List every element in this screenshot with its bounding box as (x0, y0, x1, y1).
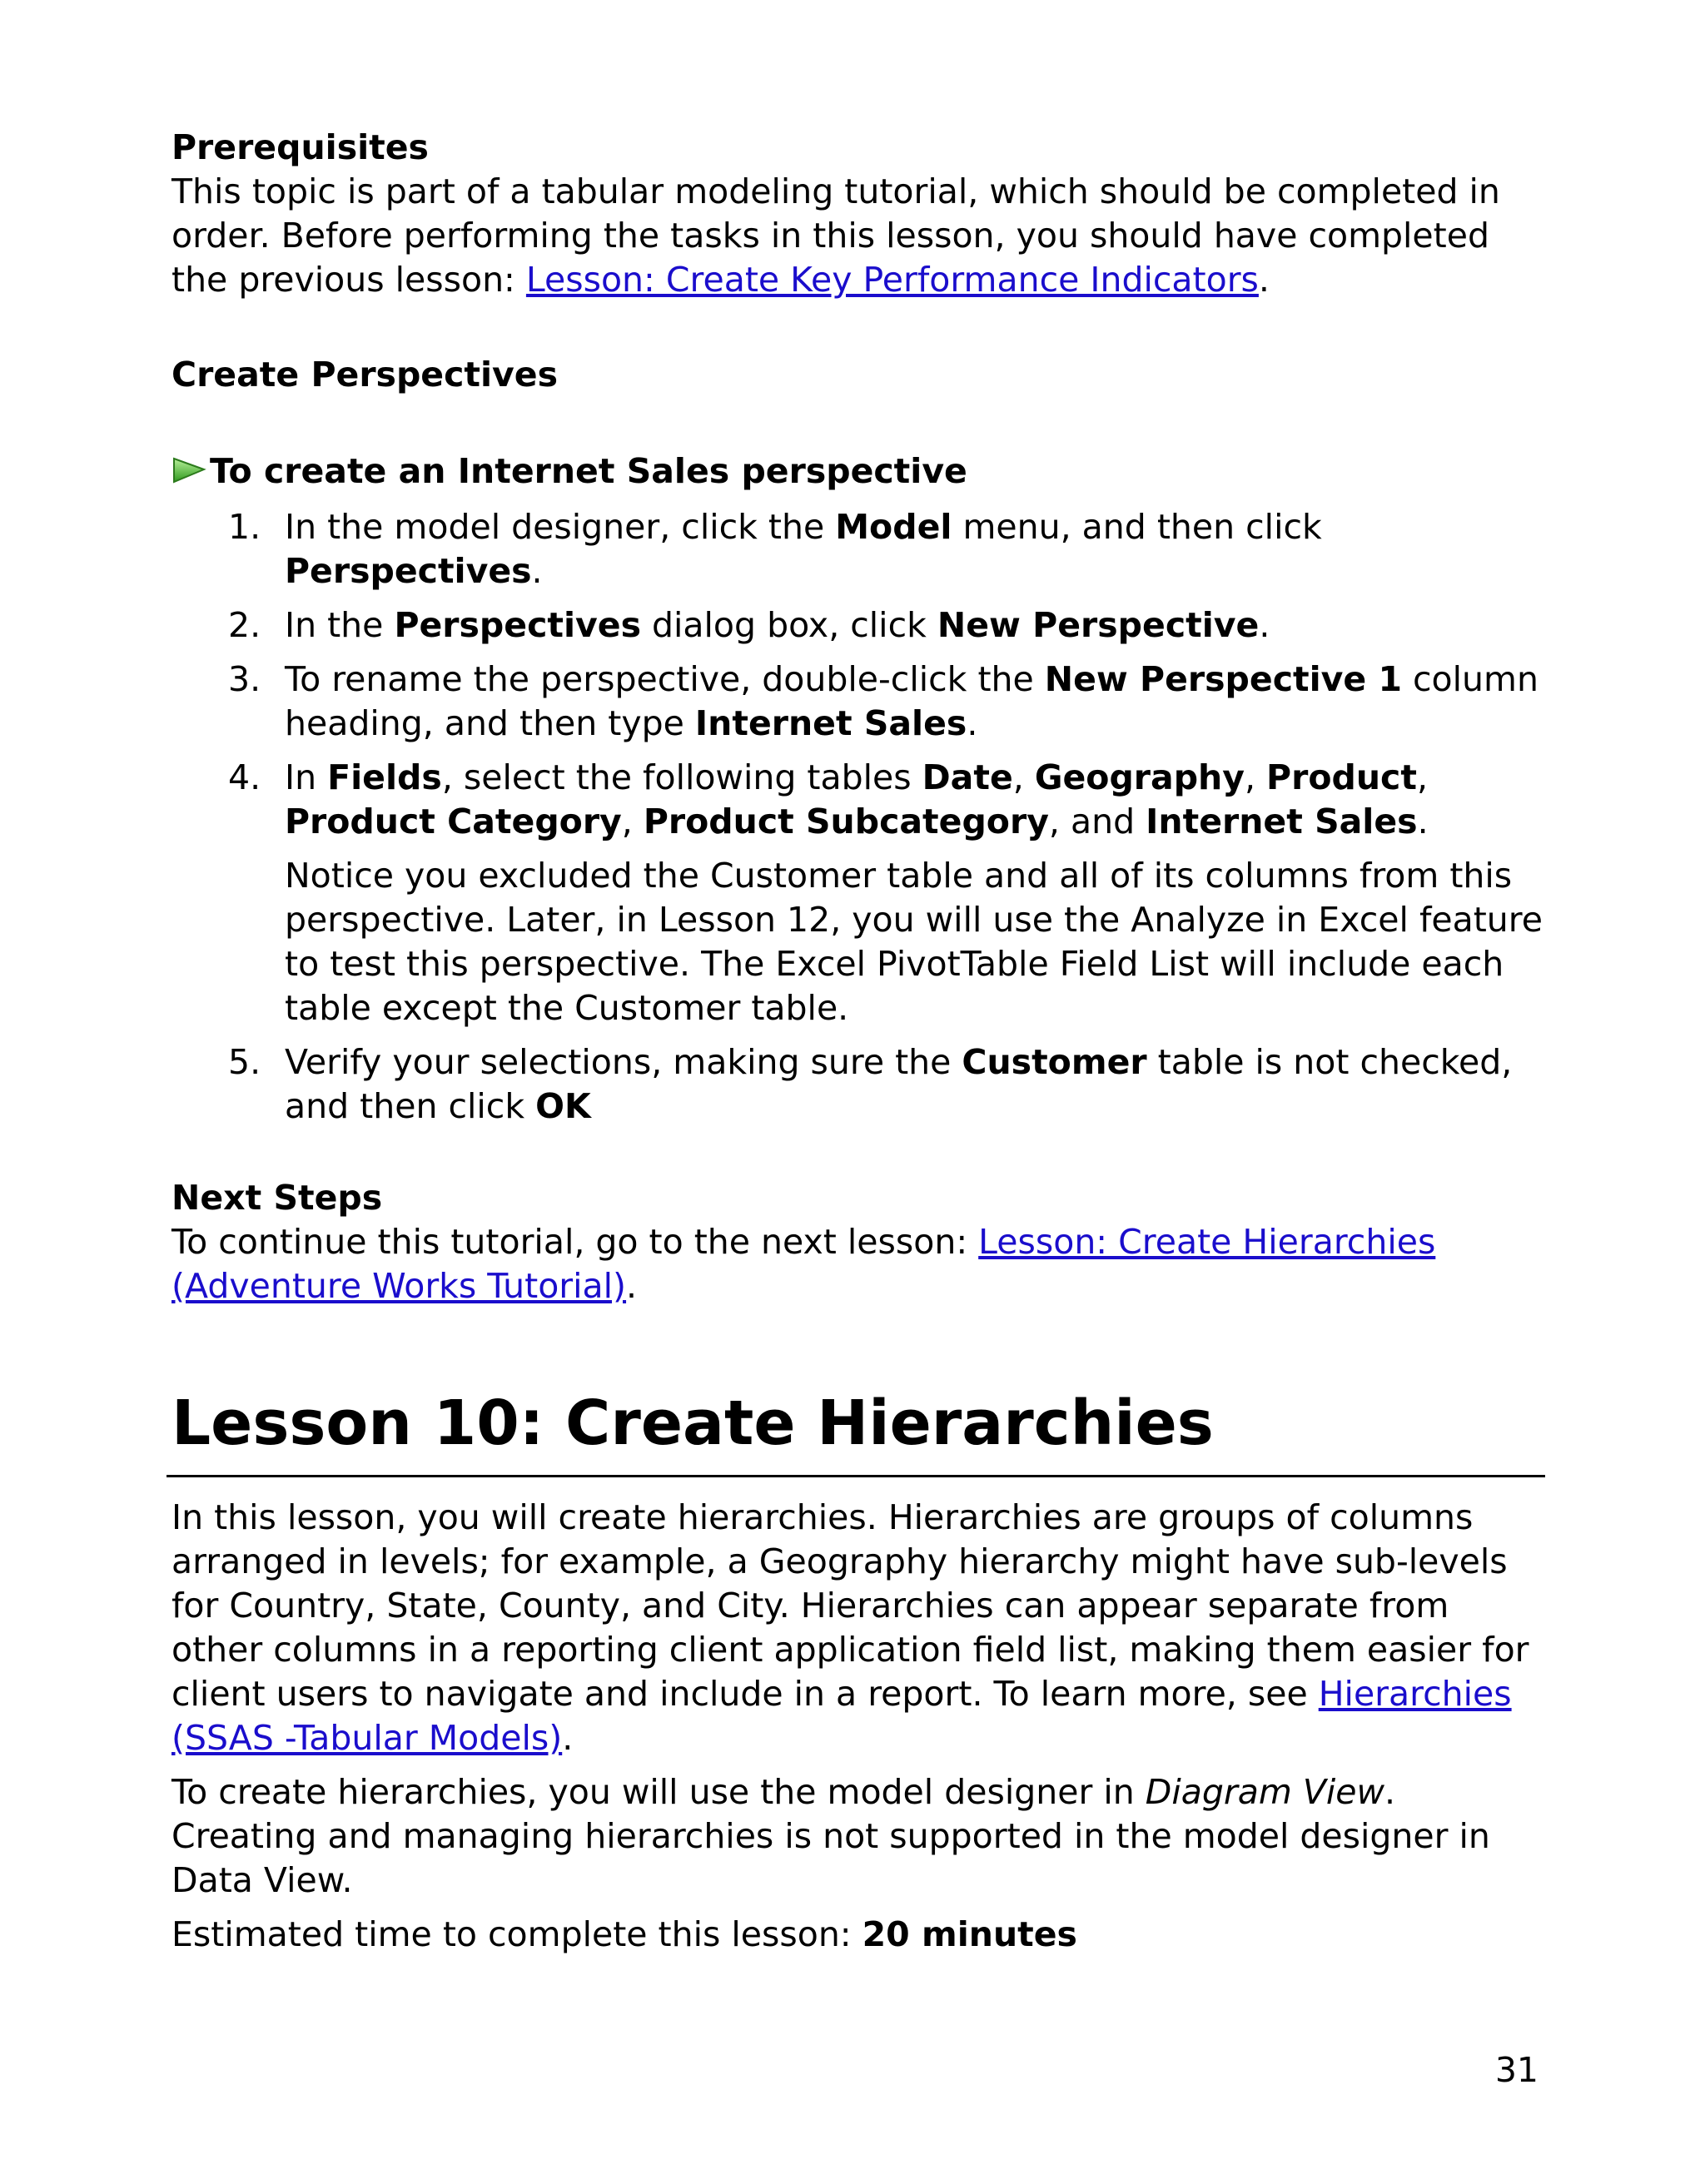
step-number: 1. (228, 507, 261, 547)
step-text: To rename the perspective, double-click the (285, 659, 1045, 699)
step-text: . (531, 551, 543, 591)
lesson-intro-end: . (562, 1718, 574, 1758)
step-4-note: Notice you excluded the Customer table and all of its columns from this perspective. Later, in Lesson 12, you will use the Analyze in Excel feature to test this perspective. The Excel PivotTable Field List will include each table except the Customer table. (285, 856, 1543, 1028)
lesson-intro-text: In this lesson, you will create hierarchies. Hierarchies are groups of columns arranged in levels; for example, a Geography hierarchy might have sub-levels for Country, State, County, and City. Hierarchies can appear separate from other columns in a reporting client application field list, making them easier for client users to navigate and include in a report. To learn more, see (171, 1497, 1529, 1714)
document-page (171, 125, 1545, 1957)
estimated-time-label: Estimated time to complete this lesson: (171, 1914, 862, 1954)
kpi-lesson-link[interactable]: Lesson: Create Key Performance Indicators (525, 260, 1259, 300)
prerequisites-end: . (1258, 260, 1270, 300)
next-steps-paragraph (171, 1220, 1545, 1308)
estimated-time-paragraph (171, 1913, 1545, 1957)
step-text: , (1244, 757, 1267, 797)
step-text: . (1417, 802, 1429, 841)
green-arrow-icon (171, 456, 206, 486)
step-text: column heading, and then type (285, 659, 1538, 743)
step-bold: Product (1266, 757, 1417, 797)
diagram-view-em: Diagram View (1145, 1772, 1385, 1812)
step-text: Verify your selections, making sure the (285, 1042, 962, 1082)
prerequisites-heading: Prerequisites (171, 127, 429, 167)
step-bold: Perspectives (394, 605, 641, 645)
step-bold: Customer (962, 1042, 1147, 1082)
step-text: , and (1048, 802, 1146, 841)
hierarchies-lesson-link[interactable]: Lesson: Create Hierarchies (Adventure Works Tutorial) (171, 1222, 1436, 1306)
next-steps-text: To continue this tutorial, go to the next lesson: (171, 1222, 979, 1262)
step-bold: Date (922, 757, 1013, 797)
step-text: , select the following tables (441, 757, 922, 797)
step-number: 5. (228, 1042, 261, 1082)
step-text: In (285, 757, 328, 797)
create-perspectives-heading: Create Perspectives (171, 355, 558, 395)
step-bold: Internet Sales (694, 703, 967, 743)
step-4 (171, 756, 1545, 1030)
step-text: In the (285, 605, 395, 645)
diagram-view-text-b: . Creating and managing hierarchies is not supported in the model designer in Data View. (171, 1772, 1490, 1900)
step-2 (171, 603, 1545, 648)
step-bold: New Perspective 1 (1044, 659, 1402, 699)
step-text: table is not checked, and then click (285, 1042, 1513, 1126)
step-text: , (621, 802, 644, 841)
step-bold: Geography (1034, 757, 1245, 797)
step-bold: OK (535, 1086, 591, 1126)
estimated-time-value: 20 minutes (862, 1914, 1077, 1954)
step-number: 2. (228, 605, 261, 645)
step-1 (171, 505, 1545, 593)
step-number: 3. (228, 659, 261, 699)
next-steps-heading: Next Steps (171, 1178, 383, 1218)
step-3 (171, 658, 1545, 746)
lesson-intro-paragraph (171, 1496, 1545, 1760)
procedure-title (171, 449, 1545, 494)
step-text: dialog box, click (640, 605, 937, 645)
step-bold: Perspectives (285, 551, 532, 591)
title-divider (167, 1475, 1545, 1477)
step-bold: Internet Sales (1146, 802, 1418, 841)
prerequisites-text: This topic is part of a tabular modeling tutorial, which should be completed in order. Before performing the tasks in this lesson, you should have completed the previous lesson: (171, 171, 1500, 300)
step-number: 4. (228, 757, 261, 797)
step-text: . (967, 703, 978, 743)
step-bold: New Perspective (937, 605, 1260, 645)
step-text: , (1012, 757, 1035, 797)
step-bold: Fields (327, 757, 442, 797)
next-steps-end: . (626, 1266, 638, 1306)
step-text: . (1259, 605, 1270, 645)
prerequisites-paragraph (171, 170, 1545, 302)
diagram-view-text-a: To create hierarchies, you will use the model designer in (171, 1772, 1146, 1812)
diagram-view-paragraph (171, 1770, 1545, 1903)
step-text: menu, and then click (952, 507, 1322, 547)
step-bold: Product Category (285, 802, 622, 841)
step-bold: Product Subcategory (643, 802, 1049, 841)
lesson-title: Lesson 10: Create Hierarchies (171, 1387, 1214, 1459)
step-text: In the model designer, click the (285, 507, 836, 547)
hierarchies-ssas-link[interactable]: Hierarchies (SSAS -Tabular Models) (171, 1674, 1512, 1758)
step-5 (171, 1040, 1545, 1129)
page-number: 31 (1494, 2050, 1538, 2090)
step-text: , (1416, 757, 1428, 797)
procedure-steps (171, 505, 1545, 1129)
step-bold: Model (835, 507, 952, 547)
procedure-title-text: To create an Internet Sales perspective (210, 451, 967, 491)
